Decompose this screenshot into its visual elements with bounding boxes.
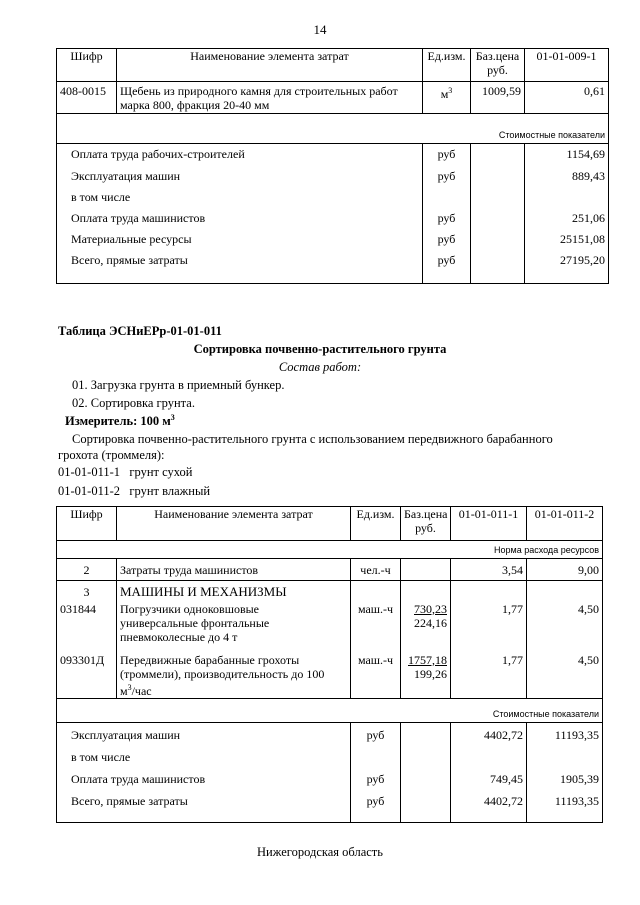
page-number: 14 (313, 22, 327, 37)
table-row: 408-0015 Щебень из природного камня для строительных работ марка 800, фракция 20-40 мм $м^3$ 1009,59 0,61 (57, 82, 609, 114)
header-base-price: Баз.цена руб. (471, 49, 525, 82)
cost-table-1 (56, 48, 609, 284)
table-row: 3 МАШИНЫ И МЕХАНИЗМЫ (57, 581, 603, 601)
header-cipher: Шифр (57, 49, 117, 82)
header-name: Наименование элемента затрат (117, 49, 423, 82)
summary-table-1: Оплата труда рабочих-строителей руб 1154,69 Эксплуатация машин руб 889,43 в том числе Оплата труда машинистов руб 251,06 Материальные ресурсы руб 25151,08 Всего, прямые затраты руб 27195,20 (57, 144, 609, 284)
section-subtitle: Состав работ: (278, 360, 362, 374)
header-base-price: Баз.цена руб. (401, 507, 451, 541)
header-code-2: 01-01-011-2 (527, 507, 603, 541)
header-cipher: Шифр (57, 507, 117, 541)
work-item: 02. Сортировка грунта. (72, 396, 195, 410)
header-unit: Ед.изм. (423, 49, 471, 82)
variant-item: 01-01-011-1 грунт сухой (58, 465, 193, 479)
footer-region: Нижегородская область (257, 845, 383, 859)
section-label: Стоимостные показатели (57, 128, 609, 144)
header-code-1: 01-01-011-1 (451, 507, 527, 541)
table-row: 093301Д Передвижные барабанные грохоты (троммели), производительность до 100 $м^3$/час маш.-ч 1757,18 199,26 1,77 4,50 (57, 653, 603, 699)
variant-item: 01-01-011-2 грунт влажный (58, 484, 211, 498)
section-title: Сортировка почвенно-растительного грунта (193, 342, 447, 356)
description-line: Сортировка почвенно-растительного грунта с использованием передвижного барабанного (72, 432, 553, 446)
header-name: Наименование элемента затрат (117, 507, 351, 541)
header-code: 01-01-009-1 (525, 49, 609, 82)
section-label: Норма расхода ресурсов (57, 541, 603, 559)
summary-table-2: Эксплуатация машин руб 4402,72 11193,35 в том числе Оплата труда машинистов руб 749,45 1905,39 Всего, прямые затраты руб 4402,72 11193,35 (57, 723, 603, 823)
cost-table-2 (56, 506, 603, 823)
description-line: грохота (троммеля): (58, 448, 165, 462)
measurer: Измеритель: 100 $м^3$ (65, 413, 175, 429)
section-label: Стоимостные показатели (57, 707, 603, 723)
table-row: 2 Затраты труда машинистов чел.-ч 3,54 9,00 (57, 559, 603, 581)
table-row: 031844 Погрузчики одноковшовые универсальные фронтальные пневмоколесные до 4 т маш.-ч 730,23 224,16 1,77 4,50 (57, 601, 603, 653)
table-label: Таблица ЭСНиЕРр-01-01-011 (58, 324, 222, 338)
header-unit: Ед.изм. (351, 507, 401, 541)
work-item: 01. Загрузка грунта в приемный бункер. (72, 378, 285, 392)
